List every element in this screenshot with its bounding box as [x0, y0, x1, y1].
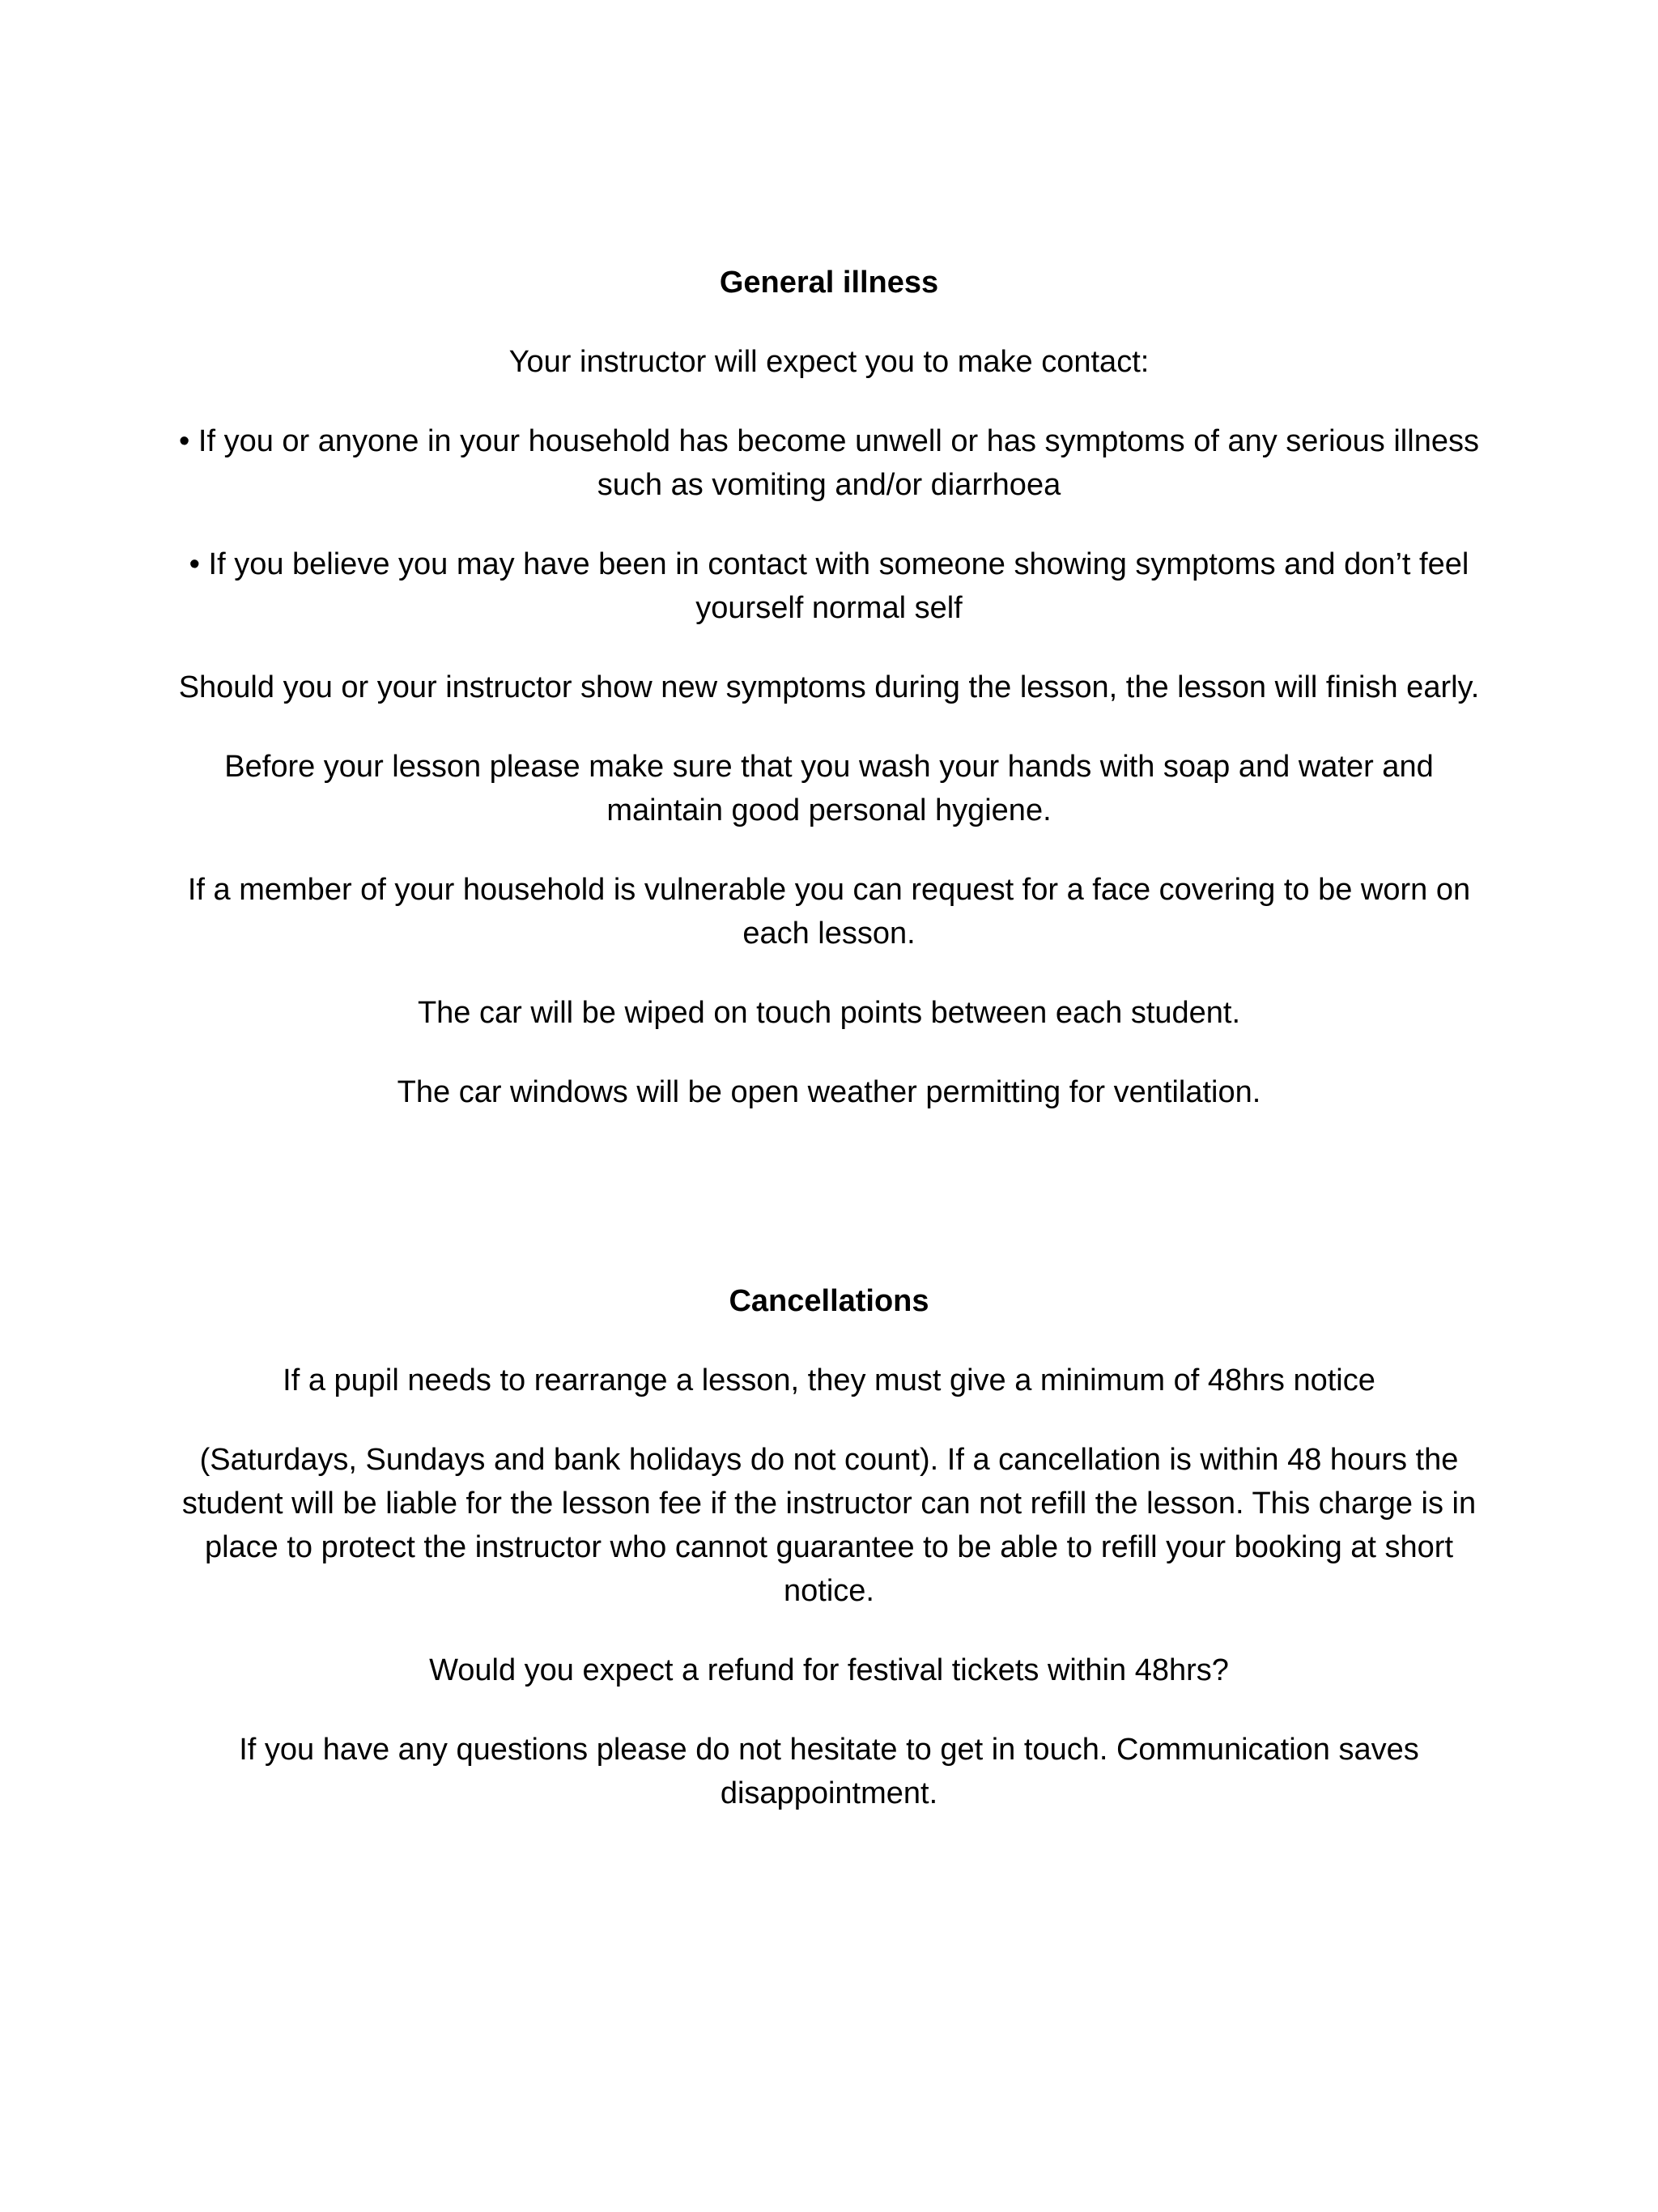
cancellations-section — [178, 1279, 1480, 1815]
contact-intro: Your instructor will expect you to make contact: — [508, 345, 1150, 379]
symptoms-paragraph: Should you or your instructor show new symptoms during the lesson, the lesson will finish early. — [178, 670, 1480, 704]
cancellations-heading: Cancellations — [729, 1284, 929, 1318]
vulnerable-paragraph: If a member of your household is vulnerable you can request for a face covering to be worn on each lesson. — [187, 873, 1471, 951]
windows-paragraph: The car windows will be open weather permitting for ventilation. — [397, 1075, 1261, 1109]
hygiene-paragraph: Before your lesson please make sure that you wash your hands with soap and water and maintain good personal hygiene. — [224, 750, 1434, 827]
bullet-contact: • If you believe you may have been in contact with someone showing symptoms and don’t feel yourself normal self — [189, 547, 1469, 625]
notice-paragraph: If a pupil needs to rearrange a lesson, they must give a minimum of 48hrs notice — [283, 1363, 1375, 1397]
wiped-paragraph: The car will be wiped on touch points between each student. — [417, 996, 1241, 1030]
questions-paragraph: If you have any questions please do not hesitate to get in touch. Communication saves disappointment. — [239, 1733, 1419, 1810]
bullet-unwell: • If you or anyone in your household has become unwell or has symptoms of any serious illness such as vomiting and/or diarrhoea — [179, 424, 1479, 502]
refund-paragraph: Would you expect a refund for festival tickets within 48hrs? — [429, 1653, 1229, 1687]
general-illness-section — [178, 261, 1480, 1114]
cancellation-details-paragraph: (Saturdays, Sundays and bank holidays do not count). If a cancellation is within 48 hours the student will be liable for the lesson fee if the instructor can not refill the lesson. This charge is in place to protect the instructor who cannot guarantee to be able to refill your booking at short notice. — [181, 1443, 1477, 1608]
general-illness-heading: General illness — [719, 266, 939, 300]
